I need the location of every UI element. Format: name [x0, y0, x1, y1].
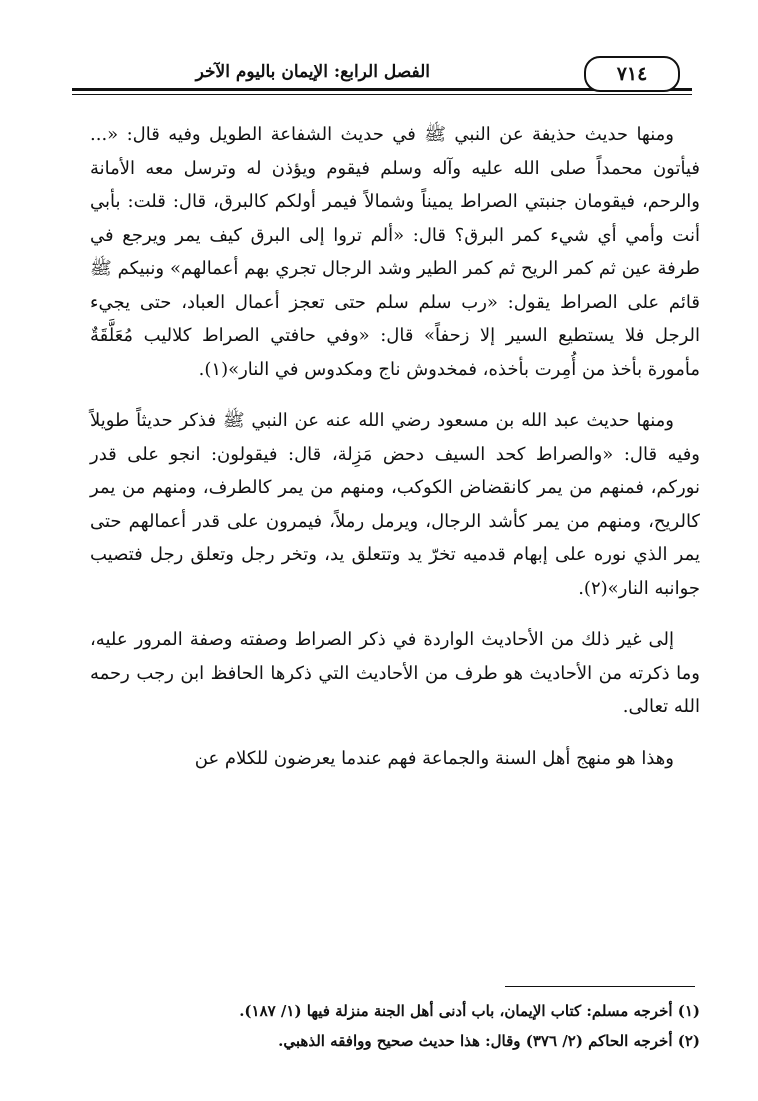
body-text [90, 118, 700, 793]
chapter-title: الفصل الرابع: الإيمان باليوم الآخر [195, 62, 430, 82]
footnote: (١) أخرجه مسلم: كتاب الإيمان، باب أدنى أهل الجنة منزلة فيها (١/ ١٨٧). [239, 1002, 700, 1020]
paragraph: ومنها حديث عبد الله بن مسعود رضي الله عنه عن النبي ﷺ فذكر حديثاً طويلاً وفيه قال: «والصراط كحد السيف دحض مَزِلة، قال: فيقولون: انجو على قدر نوركم، فمنهم من يمر كانقضاض الكوكب، ومنهم من يمر كالطرف، ومنهم من يمر كالريح، ومنهم من يمر كأشد الرجال، ويرمل رملاً، فيمرون على قدر أعمالهم حتى يمر الذي نوره على إبهام قدميه تخرّ يد وتتعلق يد، وتخر رجل وتعلق رجل فتصيب جوانبه النار»(٢). [90, 410, 700, 599]
paragraph: وهذا هو منهج أهل السنة والجماعة فهم عندما يعرضون للكلام عن [194, 747, 674, 769]
page-header [72, 50, 692, 98]
header-rule-thin [72, 94, 692, 95]
footnote-separator [505, 986, 695, 987]
paragraph: ومنها حديث حذيفة عن النبي ﷺ في حديث الشفاعة الطويل وفيه قال: «... فيأتون محمداً صلى الله عليه وآله وسلم فيقوم ويؤذن له وترسل معه الأمانة والرحم، فيقومان جنبتي الصراط يميناً وشمالاً فيمر أولكم كالبرق، قال: قلت: بأبي أنت وأمي أي شيء كمر البرق؟ قال: «ألم تروا إلى البرق كيف يمر ويرجع في طرفة عين ثم كمر الريح ثم كمر الطير وشد الرجال تجري بهم أعمالهم» ونبيكم ﷺ قائم على الصراط يقول: «رب سلم سلم حتى تعجز أعمال العباد، حتى يجيء الرجل فلا يستطيع السير إلا زحفاً» قال: «وفي حافتي الصراط كلاليب مُعَلَّقَةٌ مأمورة بأخذ من أُمِرت بأخذه، فمخدوش ناج ومكدوس في النار»(١). [90, 124, 700, 380]
paragraph: إلى غير ذلك من الأحاديث الواردة في ذكر الصراط وصفته وصفة المرور عليه، وما ذكرته من الأحاديث هو طرف من الأحاديث التي ذكرها الحافظ ابن رجب رحمه الله تعالى. [90, 629, 700, 717]
footnotes [90, 996, 700, 1056]
page-number: ٧١٤ [584, 56, 680, 92]
footnote: (٢) أخرجه الحاكم (٢/ ٣٧٦) وقال: هذا حديث صحيح ووافقه الذهبي. [278, 1032, 700, 1050]
